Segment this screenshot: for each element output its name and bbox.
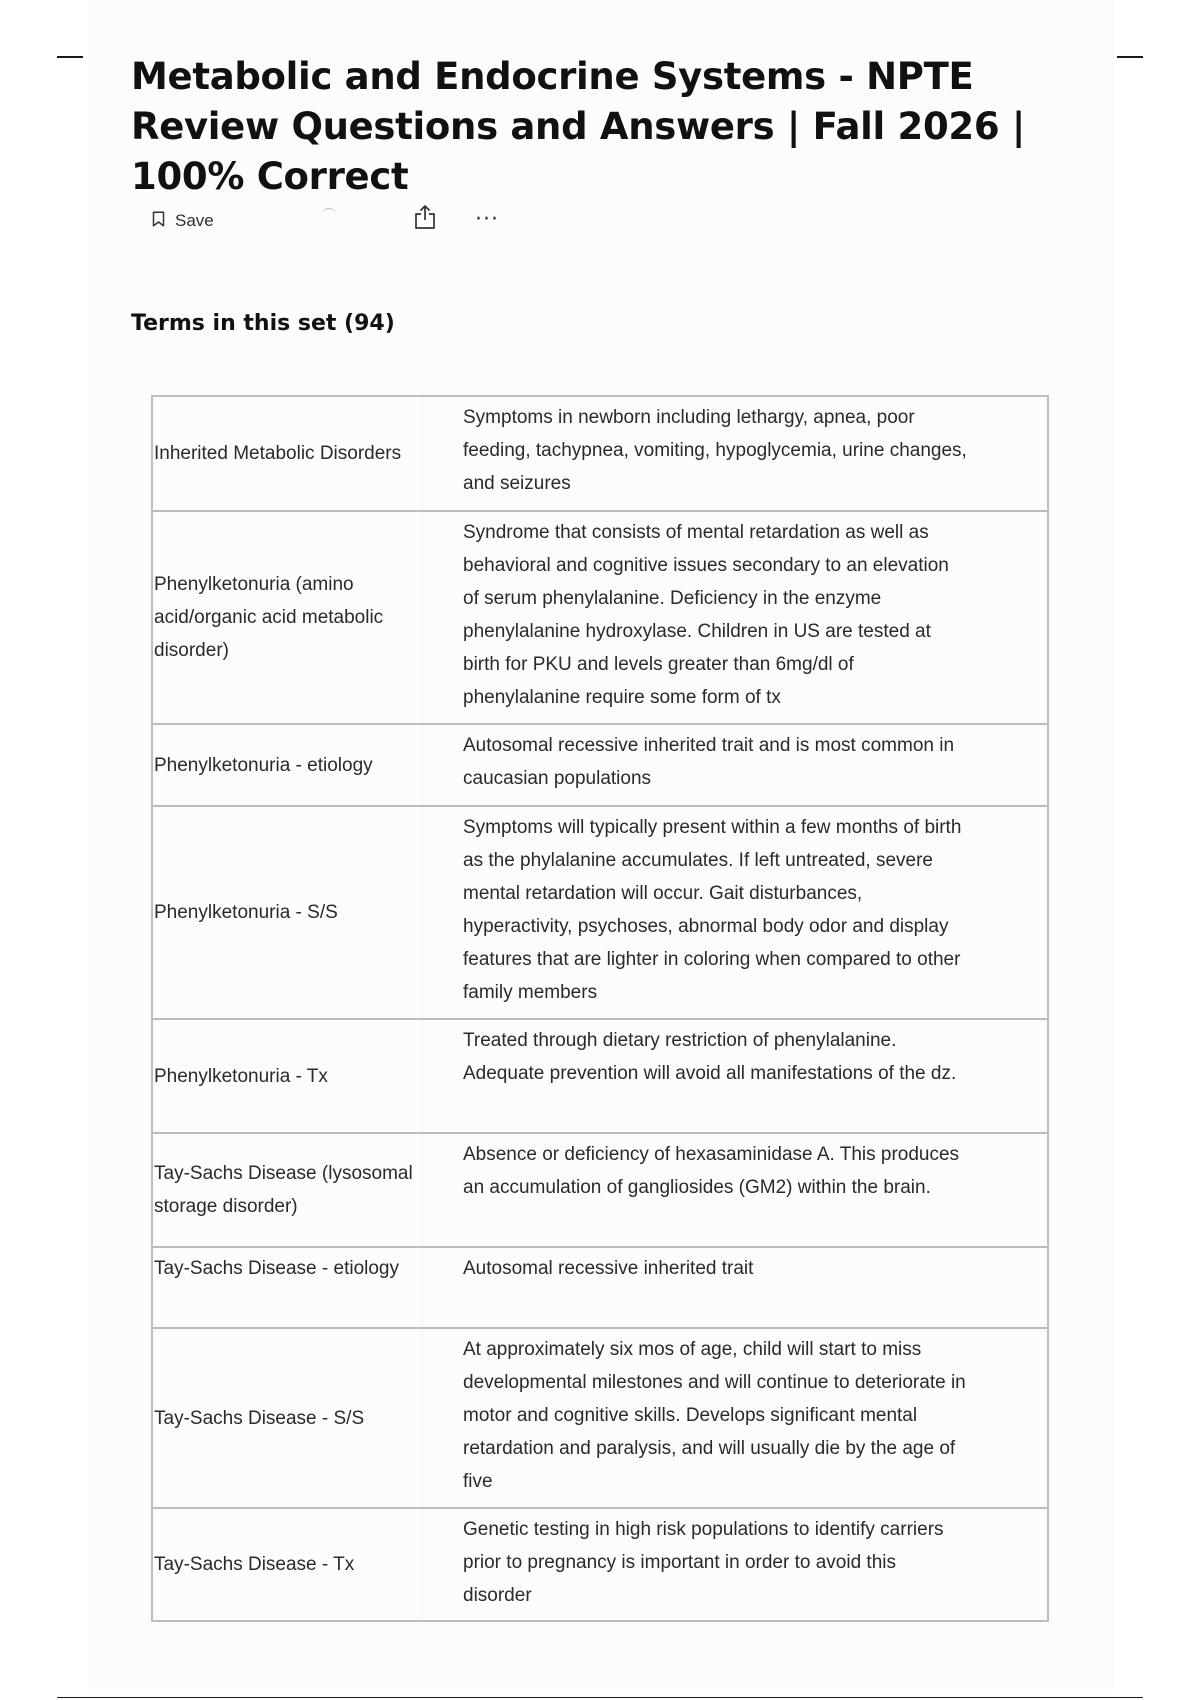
definition-cell: At approximately six mos of age, child will start to miss developmental milestones and will continue to deteriorate in motor and cognitive skills. Develops significant mental retardation and paralysis, and will usually die by the age of five: [463, 1339, 966, 1492]
term-row: [151, 395, 1049, 510]
terms-table: [151, 395, 1049, 1622]
more-options-button[interactable]: [475, 207, 499, 232]
share-icon: [414, 215, 436, 234]
term-cell: Phenylketonuria - S/S: [153, 807, 423, 1018]
definition-cell: Autosomal recessive inherited trait and is most common in caucasian populations: [463, 735, 955, 789]
term-row: [151, 1018, 1049, 1132]
term-row: [151, 1246, 1049, 1327]
term-cell: Tay-Sachs Disease - etiology: [153, 1248, 423, 1327]
loading-spinner-icon: [322, 208, 336, 222]
term-cell: Phenylketonuria (amino acid/organic acid metabolic disorder): [153, 512, 423, 723]
save-label: Save: [175, 211, 214, 230]
term-row: [151, 1327, 1049, 1507]
page-title: Metabolic and Endocrine Systems - NPTE Review Questions and Answers | Fall 2026 | 100% Correct: [131, 55, 1026, 198]
corner-mark-left: [57, 56, 83, 58]
term-cell: Tay-Sachs Disease - S/S: [153, 1329, 423, 1507]
term-cell: Phenylketonuria - Tx: [153, 1020, 423, 1132]
terms-heading: Terms in this set (94): [131, 311, 395, 336]
action-toolbar: [152, 204, 499, 238]
term-row: [151, 805, 1049, 1018]
term-row: [151, 1507, 1049, 1622]
definition-cell: Syndrome that consists of mental retardation as well as behavioral and cognitive issues secondary to an elevation of serum phenylalanine. Deficiency in the enzyme phenylalanine hydroxylase. Children in US are tested at birth for PKU and levels greater than 6mg/dl of phenylalanine require some form of tx: [463, 522, 949, 708]
term-cell: Inherited Metabolic Disorders: [153, 397, 423, 510]
term-row: [151, 723, 1049, 805]
definition-cell: Symptoms in newborn including lethargy, apnea, poor feeding, tachypnea, vomiting, hypoglycemia, urine changes, and seizures: [463, 407, 967, 494]
definition-cell: Treated through dietary restriction of phenylalanine. Adequate prevention will avoid all manifestations of the dz.: [463, 1030, 957, 1084]
term-cell: Tay-Sachs Disease (lysosomal storage disorder): [153, 1134, 423, 1246]
save-button[interactable]: [152, 211, 214, 231]
definition-cell: Genetic testing in high risk populations to identify carriers prior to pregnancy is important in order to avoid this disorder: [463, 1519, 944, 1606]
corner-mark-right: [1117, 56, 1143, 58]
term-cell: Tay-Sachs Disease - Tx: [153, 1509, 423, 1620]
term-row: [151, 510, 1049, 723]
definition-cell: Symptoms will typically present within a few months of birth as the phylalanine accumulates. If left untreated, severe mental retardation will occur. Gait disturbances, hyperactivity, psychoses, abnormal body odor and display features that are lighter in coloring when compared to other family members: [463, 817, 962, 1003]
bookmark-icon: [152, 211, 165, 231]
share-button[interactable]: [414, 204, 436, 234]
definition-cell: Autosomal recessive inherited trait: [463, 1258, 754, 1279]
more-horizontal-icon: ···: [475, 207, 499, 232]
bottom-rule: [57, 1697, 1143, 1698]
definition-cell: Absence or deficiency of hexasaminidase A. This produces an accumulation of gangliosides (GM2) within the brain.: [463, 1144, 960, 1198]
term-cell: Phenylketonuria - etiology: [153, 725, 423, 805]
term-row: [151, 1132, 1049, 1246]
